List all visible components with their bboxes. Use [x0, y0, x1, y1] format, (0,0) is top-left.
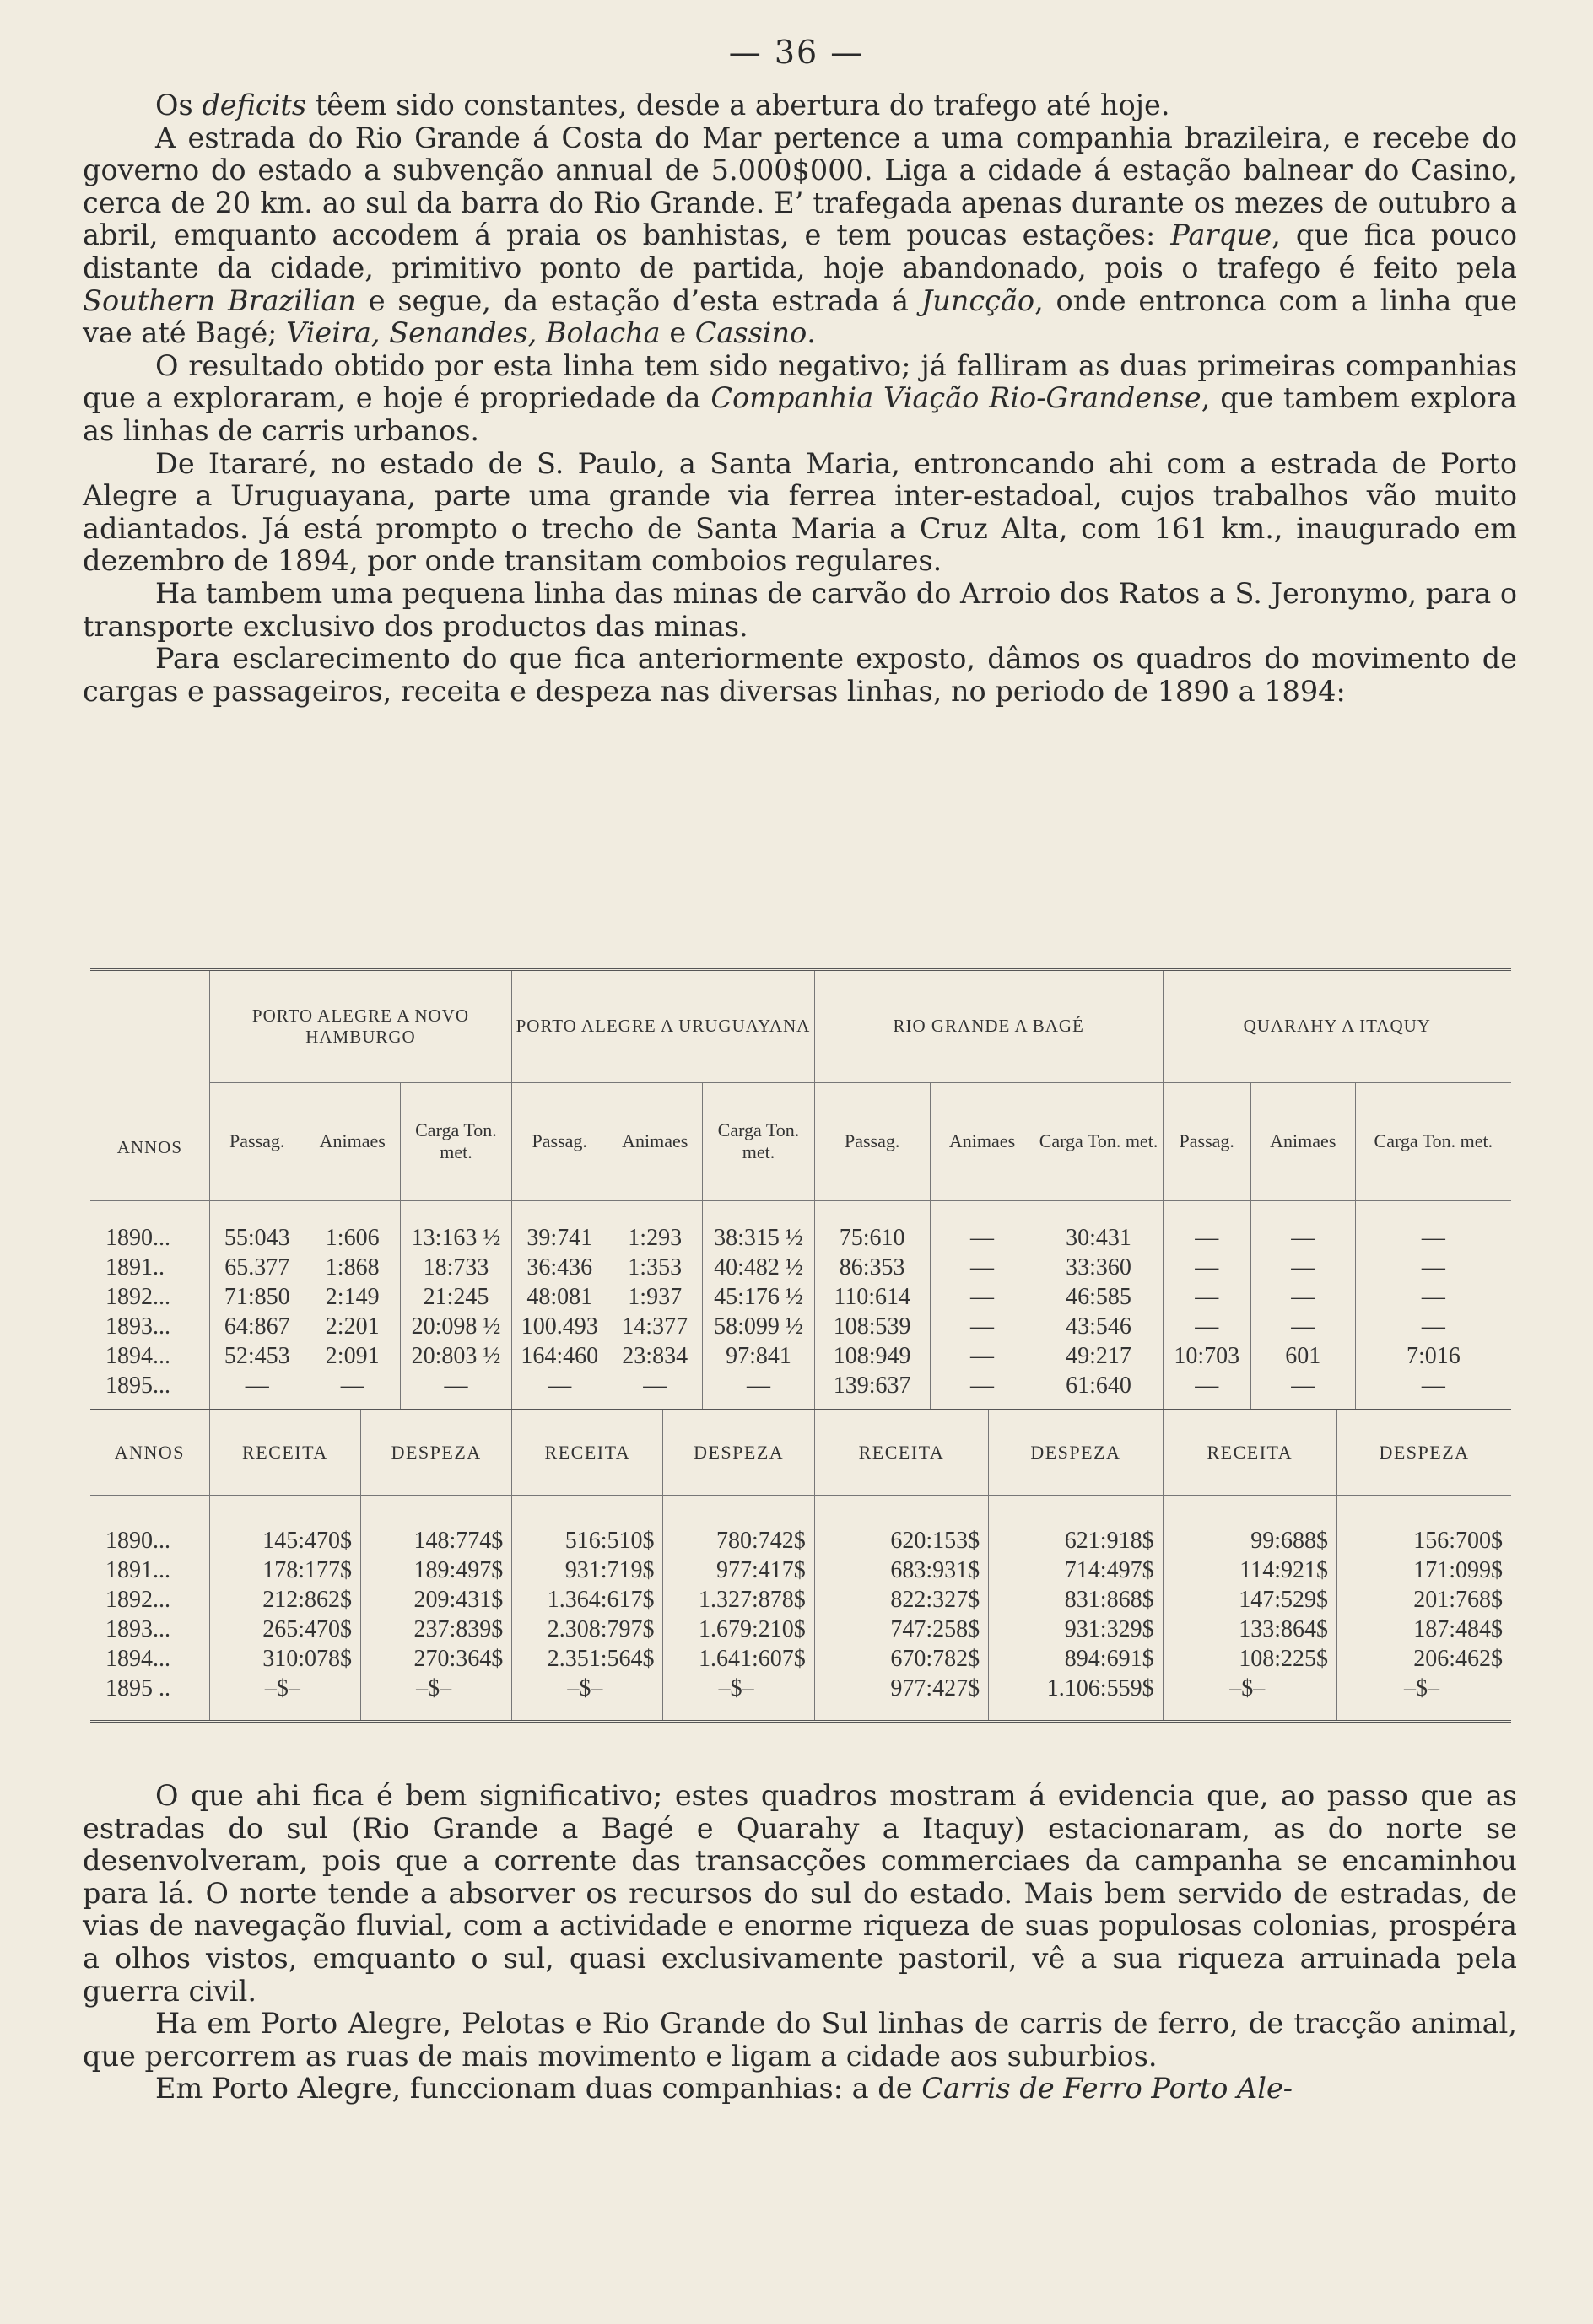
value-cell: 21:245 [400, 1282, 512, 1312]
value-cell: 1.679:210$ [663, 1615, 814, 1644]
value-cell: 270:364$ [360, 1644, 511, 1674]
table-row [90, 1223, 1511, 1253]
year-cell: 1894... [90, 1341, 209, 1371]
year-cell: 1890... [90, 1223, 209, 1253]
value-cell: 831:868$ [989, 1585, 1163, 1615]
column-header: DESPEZA [1337, 1410, 1512, 1496]
paragraph: Os deficits têem sido constantes, desde a abertura do trafego até hoje. [155, 89, 1170, 121]
table-row [90, 1585, 1511, 1615]
year-header: ANNOS [90, 1410, 209, 1496]
value-cell: 13:163 ½ [400, 1223, 512, 1253]
value-cell: — [608, 1371, 703, 1400]
value-cell: 23:834 [608, 1341, 703, 1371]
column-header: RECEITA [209, 1410, 360, 1496]
value-cell: — [703, 1371, 815, 1400]
value-cell: — [930, 1371, 1034, 1400]
bottom-text-block [83, 1780, 1517, 2106]
value-cell: — [1421, 1313, 1445, 1340]
value-cell: — [930, 1223, 1034, 1253]
value-cell: — [1163, 1253, 1250, 1282]
value-cell: 108:225$ [1163, 1644, 1336, 1674]
value-cell: 108:949 [814, 1341, 930, 1371]
paragraph: Ha em Porto Alegre, Pelotas e Rio Grande do Sul linhas de carris de ferro, de tracção animal, que percorrem as ruas de mais movimento e ligam a cidade aos suburbios. [83, 2007, 1517, 2073]
value-cell: — [1250, 1253, 1355, 1282]
table-row [90, 1644, 1511, 1674]
value-cell: 931:719$ [512, 1556, 663, 1585]
column-header: RECEITA [512, 1410, 663, 1496]
value-cell: 237:839$ [360, 1615, 511, 1644]
value-cell: 1:293 [608, 1223, 703, 1253]
value-cell: 58:099 ½ [703, 1312, 815, 1341]
value-cell: — [400, 1371, 512, 1400]
value-cell: 86:353 [814, 1253, 930, 1282]
value-cell: 516:510$ [512, 1526, 663, 1556]
spacer-row [90, 1496, 1511, 1527]
value-cell: 683:931$ [814, 1556, 988, 1585]
value-cell: 100.493 [512, 1312, 608, 1341]
value-cell: 97:841 [703, 1341, 815, 1371]
value-cell: 145:470$ [209, 1526, 360, 1556]
table-row [90, 1312, 1511, 1341]
value-cell: 780:742$ [663, 1526, 814, 1556]
paragraph: Em Porto Alegre, funccionam duas companhias: a de Carris de Ferro Porto Ale- [155, 2072, 1293, 2106]
value-cell: 931:329$ [989, 1615, 1163, 1644]
finance-table [90, 1409, 1511, 1720]
paragraph: O resultado obtido por esta linha tem sido negativo; já falliram as duas primeiras companhias que a exploraram, e hoje é propriedade da Companhia Viação Rio-Grandense, que tambem explora as linhas de carris urbanos. [83, 348, 1518, 447]
value-cell: 43:546 [1034, 1312, 1163, 1341]
value-cell: 71:850 [209, 1282, 305, 1312]
column-header: Passag. [814, 1082, 930, 1200]
value-cell: 7:016 [1406, 1342, 1461, 1369]
value-cell: 65.377 [209, 1253, 305, 1282]
value-cell: 1:606 [305, 1223, 400, 1253]
column-header: Carga Ton. met. [400, 1082, 512, 1200]
table-row [90, 1615, 1511, 1644]
value-cell: –$– [1163, 1674, 1336, 1703]
paragraph: De Itararé, no estado de S. Paulo, a Santa Maria, entroncando ahi com a estrada de Porto Alegre a Uruguayana, parte uma grande via ferrea inter-estadoal, cujos trabalhos vão muito adiantados. Já está prompto o trecho de Santa Maria a Cruz Alta, com 161 km., inaugurado em dezembro de 1894, por onde transitam comboios regulares. [83, 446, 1517, 578]
value-cell: 2:201 [305, 1312, 400, 1341]
value-cell: 139:637 [814, 1371, 930, 1400]
value-cell: — [930, 1253, 1034, 1282]
year-cell: 1894... [90, 1644, 209, 1674]
value-cell: 46:585 [1034, 1282, 1163, 1312]
value-cell: 1.106:559$ [989, 1674, 1163, 1703]
value-cell: 171:099$ [1413, 1556, 1503, 1583]
column-header: DESPEZA [360, 1410, 511, 1496]
value-cell: 209:431$ [360, 1585, 511, 1615]
table-row [90, 1371, 1511, 1400]
value-cell: 18:733 [400, 1253, 512, 1282]
spacer-row [90, 1201, 1511, 1224]
column-header: Carga Ton. met. [703, 1082, 815, 1200]
value-cell: 52:453 [209, 1341, 305, 1371]
value-cell: 99:688$ [1163, 1526, 1336, 1556]
group-header: QUARAHY A ITAQUY [1163, 971, 1511, 1082]
table-row [90, 1282, 1511, 1312]
value-cell: 133:864$ [1163, 1615, 1336, 1644]
value-cell: 1.641:607$ [663, 1644, 814, 1674]
column-header: Animaes [608, 1082, 703, 1200]
value-cell: — [1250, 1223, 1355, 1253]
value-cell: 747:258$ [814, 1615, 988, 1644]
spacer-row [90, 1400, 1511, 1409]
value-cell: 1:868 [305, 1253, 400, 1282]
table-row [90, 1526, 1511, 1556]
value-cell: — [930, 1312, 1034, 1341]
table-row [90, 1341, 1511, 1371]
value-cell: 1.327:878$ [663, 1585, 814, 1615]
value-cell: 1:937 [608, 1282, 703, 1312]
year-cell: 1891... [90, 1556, 209, 1585]
year-cell: 1892... [90, 1282, 209, 1312]
value-cell: — [1421, 1283, 1445, 1310]
year-header: ANNOS [90, 971, 209, 1201]
value-cell: 310:078$ [209, 1644, 360, 1674]
value-cell: 977:417$ [663, 1556, 814, 1585]
value-cell: 2.351:564$ [512, 1644, 663, 1674]
value-cell: — [1250, 1282, 1355, 1312]
value-cell: 206:462$ [1413, 1645, 1503, 1672]
column-header: Animaes [305, 1082, 400, 1200]
top-text-block [83, 89, 1517, 708]
value-cell: — [1163, 1223, 1250, 1253]
year-cell: 1895 .. [90, 1674, 209, 1703]
value-cell: 201:768$ [1413, 1586, 1503, 1613]
value-cell: — [305, 1371, 400, 1400]
value-cell: –$– [209, 1674, 360, 1703]
column-header: Passag. [1163, 1082, 1250, 1200]
column-header: Passag. [209, 1082, 305, 1200]
value-cell: 33:360 [1034, 1253, 1163, 1282]
value-cell: 148:774$ [360, 1526, 511, 1556]
value-cell: 108:539 [814, 1312, 930, 1341]
column-header: Carga Ton. met. [1034, 1082, 1163, 1200]
column-header: Carga Ton. met. [1355, 1082, 1511, 1200]
value-cell: — [1163, 1282, 1250, 1312]
value-cell: — [209, 1371, 305, 1400]
value-cell: 64:867 [209, 1312, 305, 1341]
value-cell: 265:470$ [209, 1615, 360, 1644]
year-cell: 1892... [90, 1585, 209, 1615]
value-cell: — [1250, 1371, 1355, 1400]
value-cell: — [930, 1282, 1034, 1312]
year-cell: 1890... [90, 1526, 209, 1556]
value-cell: 1.364:617$ [512, 1585, 663, 1615]
value-cell: 894:691$ [989, 1644, 1163, 1674]
value-cell: — [512, 1371, 608, 1400]
value-cell: — [1163, 1312, 1250, 1341]
statistics-tables [90, 968, 1511, 1723]
value-cell: 14:377 [608, 1312, 703, 1341]
year-cell: 1891.. [90, 1253, 209, 1282]
table-row [90, 1674, 1511, 1703]
group-header: PORTO ALEGRE A NOVO HAMBURGO [209, 971, 512, 1082]
value-cell: — [1163, 1371, 1250, 1400]
value-cell: 147:529$ [1163, 1585, 1336, 1615]
value-cell: 601 [1250, 1341, 1355, 1371]
column-header: DESPEZA [989, 1410, 1163, 1496]
value-cell: 670:782$ [814, 1644, 988, 1674]
value-cell: 38:315 ½ [703, 1223, 815, 1253]
column-header: RECEITA [1163, 1410, 1336, 1496]
column-header: Passag. [512, 1082, 608, 1200]
value-cell: 110:614 [814, 1282, 930, 1312]
column-header: Animaes [930, 1082, 1034, 1200]
column-header: Animaes [1250, 1082, 1355, 1200]
value-cell: 30:431 [1034, 1223, 1163, 1253]
value-cell: 187:484$ [1413, 1615, 1503, 1642]
column-header: DESPEZA [663, 1410, 814, 1496]
page-number: — 36 — [728, 34, 865, 71]
value-cell: 822:327$ [814, 1585, 988, 1615]
value-cell: 714:497$ [989, 1556, 1163, 1585]
year-cell: 1895... [90, 1371, 209, 1400]
value-cell: 61:640 [1034, 1371, 1163, 1400]
value-cell: 49:217 [1034, 1341, 1163, 1371]
column-header: RECEITA [814, 1410, 988, 1496]
value-cell: — [1421, 1254, 1445, 1281]
value-cell: 2:149 [305, 1282, 400, 1312]
year-cell: 1893... [90, 1615, 209, 1644]
value-cell: 1:353 [608, 1253, 703, 1282]
value-cell: 178:177$ [209, 1556, 360, 1585]
value-cell: 20:803 ½ [400, 1341, 512, 1371]
group-header: PORTO ALEGRE A URUGUAYANA [512, 971, 815, 1082]
year-cell: 1893... [90, 1312, 209, 1341]
value-cell: 55:043 [209, 1223, 305, 1253]
value-cell: 114:921$ [1163, 1556, 1336, 1585]
spacer-row [90, 1703, 1511, 1720]
value-cell: 40:482 ½ [703, 1253, 815, 1282]
value-cell: 2.308:797$ [512, 1615, 663, 1644]
value-cell: 45:176 ½ [703, 1282, 815, 1312]
value-cell: 189:497$ [360, 1556, 511, 1585]
value-cell: –$– [360, 1674, 511, 1703]
value-cell: 75:610 [814, 1223, 930, 1253]
value-cell: 621:918$ [989, 1526, 1163, 1556]
paragraph: O que ahi fica é bem significativo; estes quadros mostram á evidencia que, ao passo que as estradas do sul (Rio Grande a Bagé e Quarahy a Itaquy) estacionaram, as do norte se desenvolveram, pois que a corrente das transacções commerciaes da campanha se encaminhou para lá. O norte tende a absorver os recursos do sul do estado. Mais bem servido de estradas, de vias de navegação fluvial, com a actividade e enorme riqueza de suas populosas colonias, prospéra a olhos vistos, emquanto o sul, quasi exclusivamente pastoril, vê a sua riqueza arruinada pela guerra civil. [83, 1779, 1517, 2008]
value-cell: –$– [663, 1674, 814, 1703]
value-cell: 36:436 [512, 1253, 608, 1282]
paragraph: Ha tambem uma pequena linha das minas de carvão do Arroio dos Ratos a S. Jeronymo, para o transporte exclusivo dos productos das minas. [83, 576, 1517, 643]
value-cell: 977:427$ [814, 1674, 988, 1703]
value-cell: — [1421, 1224, 1445, 1251]
value-cell: 156:700$ [1413, 1527, 1503, 1554]
value-cell: 164:460 [512, 1341, 608, 1371]
value-cell: –$– [1404, 1674, 1439, 1701]
group-header: RIO GRANDE A BAGÉ [814, 971, 1163, 1082]
traffic-table [90, 971, 1511, 1409]
value-cell: 20:098 ½ [400, 1312, 512, 1341]
value-cell: — [930, 1341, 1034, 1371]
value-cell: — [1421, 1372, 1445, 1399]
value-cell: 39:741 [512, 1223, 608, 1253]
value-cell: 212:862$ [209, 1585, 360, 1615]
value-cell: 620:153$ [814, 1526, 988, 1556]
table-row [90, 1556, 1511, 1585]
value-cell: –$– [512, 1674, 663, 1703]
paragraph: Para esclarecimento do que fica anteriormente exposto, dâmos os quadros do movimento de cargas e passageiros, receita e despeza nas diversas linhas, no periodo de 1890 a 1894: [83, 642, 1517, 708]
value-cell: 10:703 [1163, 1341, 1250, 1371]
table-row [90, 1253, 1511, 1282]
value-cell: — [1250, 1312, 1355, 1341]
paragraph: A estrada do Rio Grande á Costa do Mar pertence a uma companhia brazileira, e recebe do governo do estado a subvenção annual de 5.000$000. Liga a cidade á estação balnear do Casino, cerca de 20 km. ao sul da barra do Rio Grande. E’ trafegada apenas durante os mezes de outubro a abril, emquanto accodem á praia os banhistas, e tem poucas estações: Parque, que fica pouco distante da cidade, primitivo ponto de partida, hoje abandonado, pois o trafego é feito pela Southern Brazilian e segue, da estação d’esta estrada á Juncção, onde entronca com a linha que vae até Bagé; Vieira, Senandes, Bolacha e Cassino. [83, 121, 1517, 350]
value-cell: 2:091 [305, 1341, 400, 1371]
value-cell: 48:081 [512, 1282, 608, 1312]
